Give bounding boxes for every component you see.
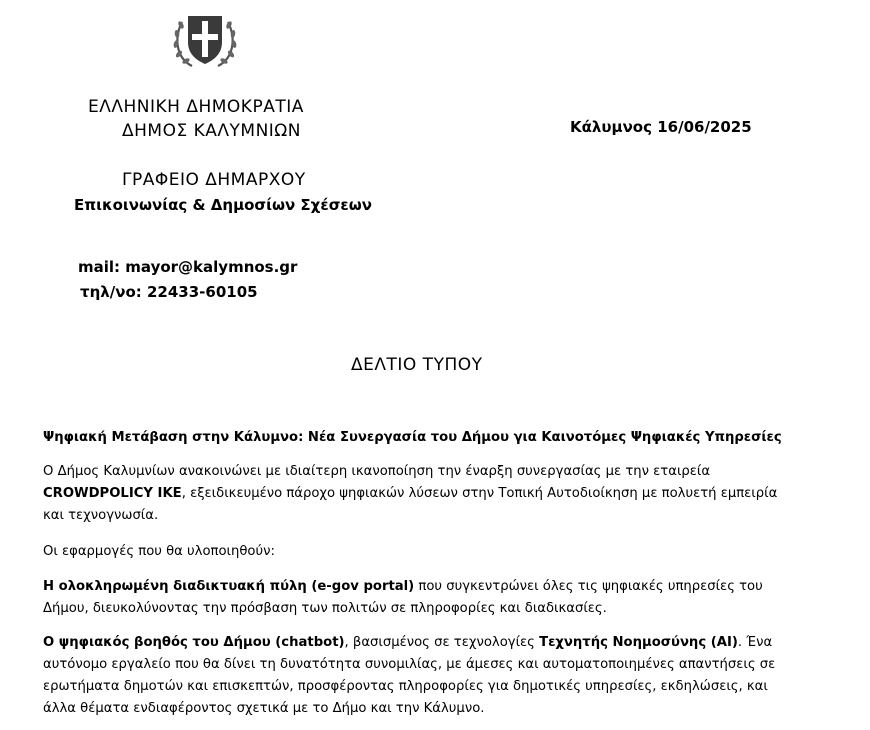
portal-title: Η ολοκληρωμένη διαδικτυακή πύλη (e-gov portal)	[43, 579, 415, 594]
paragraph-portal	[43, 576, 798, 620]
country-name: ΕΛΛΗΝΙΚΗ ΔΗΜΟΚΡΑΤΙΑ	[88, 97, 304, 117]
portal-description: που συγκεντρώνει όλες τις ψηφιακές υπηρεσίες του Δήμου, διευκολύνοντας την πρόσβαση των πολιτών σε πληροφορίες και διαδικασίες.	[43, 579, 763, 616]
hellenic-republic-emblem-icon	[172, 8, 238, 72]
ai-term: Τεχνητής Νοημοσύνης (AI)	[539, 635, 738, 650]
phone-number: 22433-60105	[146, 283, 258, 301]
contact-phone	[80, 283, 258, 301]
chatbot-title: Ο ψηφιακός βοηθός του Δήμου (chatbot)	[43, 635, 345, 650]
paragraph-apps-heading: Οι εφαρμογές που θα υλοποιηθούν:	[43, 544, 275, 559]
mail-link[interactable]: mayor@kalymnos.gr	[125, 258, 298, 276]
department-name: Επικοινωνίας & Δημοσίων Σχέσεων	[74, 196, 372, 214]
chatbot-description: . Ένα αυτόνομο εργαλείο που θα δίνει τη δυνατότητα συνομιλίας, με άμεσες και αυτοματοποιημένες απαντήσεις σε ερωτήματα δημοτών και επισκεπτών, προσφέροντας πληροφορίες για δημοτικές υπηρεσίες, εκδηλώσεις, και άλλα θέματα ενδιαφέροντος σχετικά με το Δήμο και την Κάλυμνο.	[43, 635, 776, 716]
document-subtitle: Ψηφιακή Μετάβαση στην Κάλυμνο: Νέα Συνεργασία του Δήμου για Καινοτόμες Ψηφιακές Υπηρεσίες	[43, 430, 782, 445]
municipality-name: ΔΗΜΟΣ ΚΑΛΥΜΝΙΩΝ	[122, 121, 302, 141]
paragraph-intro-text: Ο Δήμος Καλυμνίων ανακοινώνει με ιδιαίτερη ικανοποίηση την έναρξη συνεργασίας με την εταιρεία	[43, 464, 711, 479]
place-date: Κάλυμνος 16/06/2025	[570, 118, 752, 136]
company-name: CROWDPOLICY IKE	[43, 486, 182, 501]
paragraph-intro	[43, 461, 795, 527]
paragraph-chatbot	[43, 632, 798, 720]
phone-label: τηλ/νο:	[80, 283, 142, 301]
paragraph-intro-text-end: , εξειδικευμένο πάροχο ψηφιακών λύσεων στην Τοπική Αυτοδιοίκηση με πολυετή εμπειρία και τεχνογνωσία.	[43, 486, 778, 523]
contact-mail	[78, 258, 297, 276]
office-name: ΓΡΑΦΕΙΟ ΔΗΜΑΡΧΟΥ	[122, 170, 306, 190]
document-title: ΔΕΛΤΙΟ ΤΥΠΟΥ	[351, 355, 483, 375]
chatbot-text: , βασισμένος σε τεχνολογίες	[344, 635, 540, 650]
mail-label: mail:	[78, 258, 121, 276]
